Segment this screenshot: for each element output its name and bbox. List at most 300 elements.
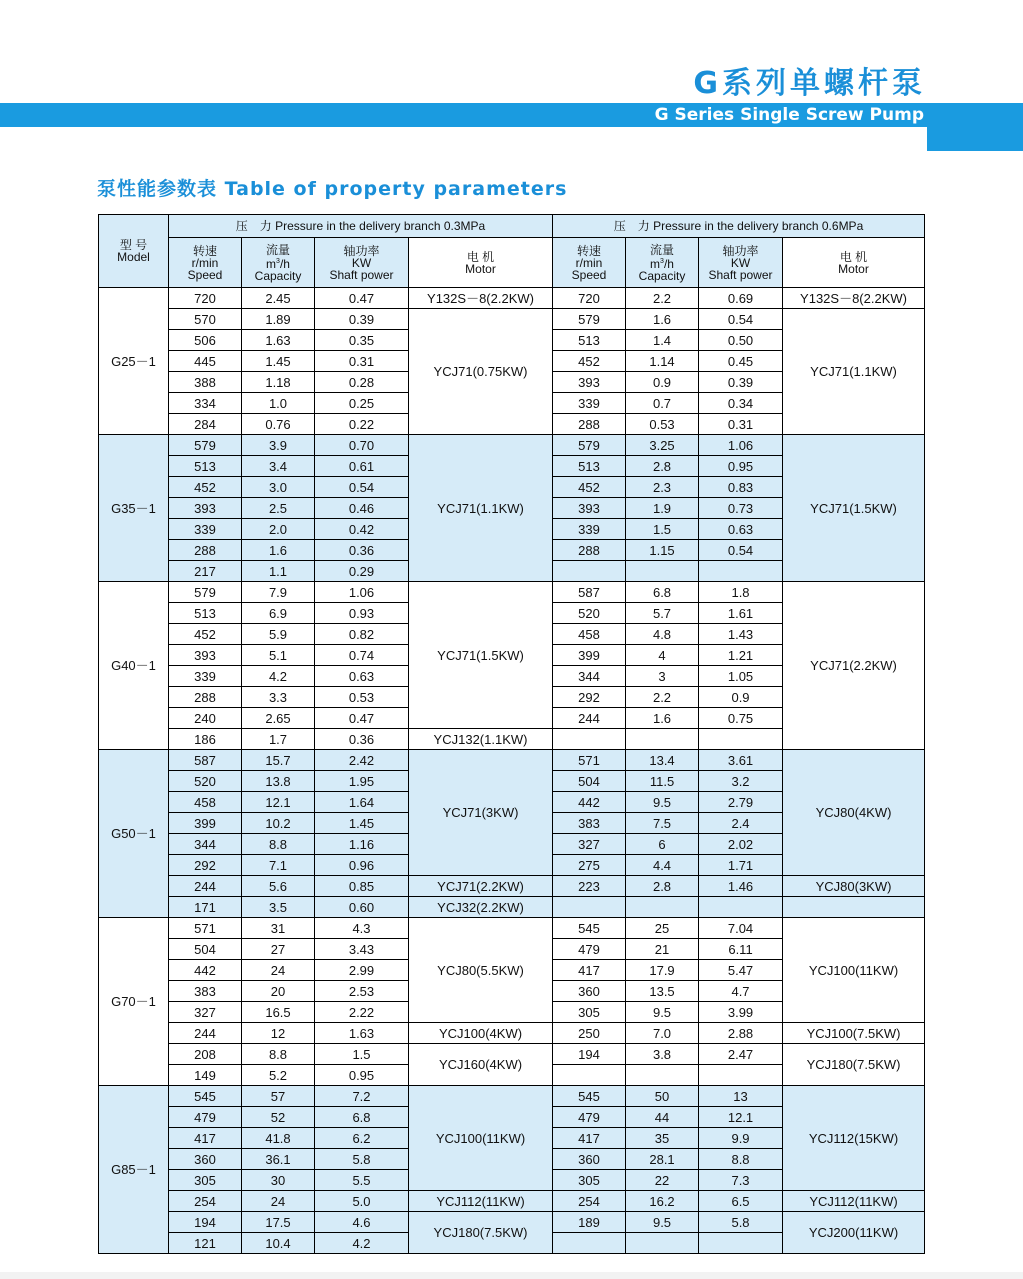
capacity-cell: 1.18 <box>242 372 315 393</box>
capacity-cell <box>626 1065 699 1086</box>
power-cell: 0.31 <box>699 414 783 435</box>
speed-cell: 571 <box>169 918 242 939</box>
motor-cell: YCJ160(4KW) <box>409 1044 553 1086</box>
power-cell: 0.29 <box>315 561 409 582</box>
capacity-cell: 20 <box>242 981 315 1002</box>
speed-cell: 504 <box>553 771 626 792</box>
capacity-cell: 13.5 <box>626 981 699 1002</box>
power-cell: 1.8 <box>699 582 783 603</box>
power-cell: 5.8 <box>315 1149 409 1170</box>
motor-cell: YCJ71(1.1KW) <box>783 309 925 435</box>
speed-cell: 244 <box>553 708 626 729</box>
speed-cell: 189 <box>553 1212 626 1233</box>
speed-cell: 344 <box>169 834 242 855</box>
table-row <box>99 876 925 897</box>
speed-cell: 288 <box>553 414 626 435</box>
capacity-cell: 2.3 <box>626 477 699 498</box>
capacity-cell: 17.9 <box>626 960 699 981</box>
speed-cell: 504 <box>169 939 242 960</box>
power-cell: 0.42 <box>315 519 409 540</box>
motor-cell: YCJ112(15KW) <box>783 1086 925 1191</box>
power-cell: 0.22 <box>315 414 409 435</box>
speed-cell: 393 <box>169 645 242 666</box>
power-cell: 0.39 <box>315 309 409 330</box>
property-parameters-table <box>98 214 925 1254</box>
capacity-cell: 16.2 <box>626 1191 699 1212</box>
capacity-cell: 9.5 <box>626 1212 699 1233</box>
speed-cell: 339 <box>553 519 626 540</box>
speed-cell: 452 <box>553 351 626 372</box>
power-cell: 5.47 <box>699 960 783 981</box>
capacity-cell: 31 <box>242 918 315 939</box>
power-cell: 0.85 <box>315 876 409 897</box>
capacity-cell: 17.5 <box>242 1212 315 1233</box>
speed-cell: 393 <box>553 498 626 519</box>
motor-cell: Y132S－8(2.2KW) <box>409 288 553 309</box>
capacity-cell: 0.76 <box>242 414 315 435</box>
speed-cell: 121 <box>169 1233 242 1254</box>
motor-cell: YCJ180(7.5KW) <box>783 1044 925 1086</box>
power-cell: 1.06 <box>315 582 409 603</box>
speed-cell: 149 <box>169 1065 242 1086</box>
speed-cell: 520 <box>169 771 242 792</box>
power-cell: 2.88 <box>699 1023 783 1044</box>
capacity-cell: 3.0 <box>242 477 315 498</box>
capacity-cell: 7.5 <box>626 813 699 834</box>
motor-cell: YCJ80(5.5KW) <box>409 918 553 1023</box>
power-cell: 0.31 <box>315 351 409 372</box>
model-cell: G40－1 <box>99 582 169 750</box>
speed-cell: 360 <box>553 1149 626 1170</box>
capacity-cell: 1.9 <box>626 498 699 519</box>
speed-cell: 208 <box>169 1044 242 1065</box>
capacity-cell: 1.6 <box>626 708 699 729</box>
speed-cell: 327 <box>553 834 626 855</box>
speed-cell: 223 <box>553 876 626 897</box>
table-row <box>99 582 925 603</box>
table-row <box>99 1086 925 1107</box>
power-cell: 0.50 <box>699 330 783 351</box>
speed-cell: 339 <box>553 393 626 414</box>
capacity-cell: 12 <box>242 1023 315 1044</box>
speed-cell: 445 <box>169 351 242 372</box>
capacity-cell: 0.53 <box>626 414 699 435</box>
speed-cell: 442 <box>169 960 242 981</box>
speed-cell: 305 <box>169 1170 242 1191</box>
speed-cell: 520 <box>553 603 626 624</box>
capacity-cell: 30 <box>242 1170 315 1191</box>
power-cell: 0.36 <box>315 540 409 561</box>
speed-cell: 244 <box>169 1023 242 1044</box>
bottom-edge <box>0 1272 1023 1279</box>
power-cell: 1.16 <box>315 834 409 855</box>
power-cell: 0.73 <box>699 498 783 519</box>
speed-cell: 186 <box>169 729 242 750</box>
speed-cell: 579 <box>169 435 242 456</box>
power-cell: 2.47 <box>699 1044 783 1065</box>
speed-cell: 339 <box>169 519 242 540</box>
capacity-cell: 24 <box>242 1191 315 1212</box>
power-cell <box>699 1233 783 1254</box>
speed-cell: 452 <box>169 624 242 645</box>
table-row <box>99 1023 925 1044</box>
table-row <box>99 435 925 456</box>
capacity-cell: 1.5 <box>626 519 699 540</box>
capacity-cell: 50 <box>626 1086 699 1107</box>
capacity-cell: 4 <box>626 645 699 666</box>
power-cell: 3.43 <box>315 939 409 960</box>
capacity-cell: 28.1 <box>626 1149 699 1170</box>
speed-cell: 305 <box>553 1170 626 1191</box>
power-cell: 4.2 <box>315 1233 409 1254</box>
capacity-cell: 10.4 <box>242 1233 315 1254</box>
power-cell: 0.25 <box>315 393 409 414</box>
power-cell: 7.3 <box>699 1170 783 1191</box>
motor-cell: YCJ100(7.5KW) <box>783 1023 925 1044</box>
capacity-cell: 8.8 <box>242 1044 315 1065</box>
capacity-cell: 1.0 <box>242 393 315 414</box>
power-cell: 4.7 <box>699 981 783 1002</box>
power-cell: 5.8 <box>699 1212 783 1233</box>
capacity-cell: 3.25 <box>626 435 699 456</box>
capacity-cell: 44 <box>626 1107 699 1128</box>
motor-cell: YCJ112(11KW) <box>783 1191 925 1212</box>
motor-cell: YCJ71(1.1KW) <box>409 435 553 582</box>
capacity-cell: 9.5 <box>626 792 699 813</box>
capacity-cell: 3.3 <box>242 687 315 708</box>
power-cell: 7.04 <box>699 918 783 939</box>
motor-cell <box>783 897 925 918</box>
capacity-cell: 1.7 <box>242 729 315 750</box>
power-cell: 0.46 <box>315 498 409 519</box>
table-row <box>99 1191 925 1212</box>
capacity-cell: 12.1 <box>242 792 315 813</box>
capacity-cell: 3.4 <box>242 456 315 477</box>
capacity-cell: 5.6 <box>242 876 315 897</box>
speed-cell: 399 <box>553 645 626 666</box>
speed-cell: 399 <box>169 813 242 834</box>
capacity-cell: 1.45 <box>242 351 315 372</box>
capacity-cell: 5.9 <box>242 624 315 645</box>
speed-cell: 254 <box>169 1191 242 1212</box>
power-cell: 1.45 <box>315 813 409 834</box>
speed-cell: 393 <box>169 498 242 519</box>
capacity-cell <box>626 561 699 582</box>
speed-cell: 479 <box>553 939 626 960</box>
motor-cell: Y132S－8(2.2KW) <box>783 288 925 309</box>
model-cell: G85－1 <box>99 1086 169 1254</box>
capacity-cell: 5.2 <box>242 1065 315 1086</box>
capacity-cell: 11.5 <box>626 771 699 792</box>
capacity-cell <box>626 1233 699 1254</box>
speed-cell: 458 <box>169 792 242 813</box>
power-cell: 0.45 <box>699 351 783 372</box>
capacity-cell: 2.8 <box>626 876 699 897</box>
capacity-cell: 3.9 <box>242 435 315 456</box>
speed-cell: 579 <box>169 582 242 603</box>
capacity-cell: 8.8 <box>242 834 315 855</box>
speed-cell <box>553 897 626 918</box>
capacity-cell: 52 <box>242 1107 315 1128</box>
power-cell: 7.2 <box>315 1086 409 1107</box>
capacity-cell: 41.8 <box>242 1128 315 1149</box>
capacity-cell: 4.8 <box>626 624 699 645</box>
power-cell: 0.53 <box>315 687 409 708</box>
motor-cell: YCJ200(11KW) <box>783 1212 925 1254</box>
model-cell: G25－1 <box>99 288 169 435</box>
power-cell: 0.69 <box>699 288 783 309</box>
power-cell: 1.5 <box>315 1044 409 1065</box>
speed-cell: 720 <box>169 288 242 309</box>
speed-cell: 288 <box>169 540 242 561</box>
motor-cell: YCJ100(11KW) <box>783 918 925 1023</box>
capacity-cell: 22 <box>626 1170 699 1191</box>
power-cell: 0.63 <box>699 519 783 540</box>
capacity-cell: 6.9 <box>242 603 315 624</box>
capacity-cell: 9.5 <box>626 1002 699 1023</box>
capacity-cell: 21 <box>626 939 699 960</box>
speed-cell: 417 <box>553 960 626 981</box>
speed-cell: 545 <box>553 918 626 939</box>
speed-cell: 417 <box>169 1128 242 1149</box>
speed-cell: 292 <box>553 687 626 708</box>
speed-cell: 513 <box>169 456 242 477</box>
power-cell: 0.96 <box>315 855 409 876</box>
speed-cell <box>553 561 626 582</box>
power-cell: 2.02 <box>699 834 783 855</box>
power-cell: 0.9 <box>699 687 783 708</box>
power-cell: 0.70 <box>315 435 409 456</box>
power-cell: 6.11 <box>699 939 783 960</box>
page-title-zh: G系列单螺杆泵 <box>693 66 926 101</box>
table-row <box>99 288 925 309</box>
speed-cell: 545 <box>553 1086 626 1107</box>
speed-cell: 513 <box>553 456 626 477</box>
power-cell: 6.2 <box>315 1128 409 1149</box>
model-label-en: Model <box>117 250 150 264</box>
capacity-cell: 1.6 <box>242 540 315 561</box>
speed-cell: 570 <box>169 309 242 330</box>
capacity-cell: 24 <box>242 960 315 981</box>
capacity-cell: 1.6 <box>626 309 699 330</box>
power-cell <box>699 729 783 750</box>
power-cell: 3.99 <box>699 1002 783 1023</box>
power-cell: 5.5 <box>315 1170 409 1191</box>
power-cell: 1.61 <box>699 603 783 624</box>
power-cell: 1.21 <box>699 645 783 666</box>
speed-cell: 393 <box>553 372 626 393</box>
capacity-cell: 6.8 <box>626 582 699 603</box>
speed-cell: 339 <box>169 666 242 687</box>
speed-cell: 171 <box>169 897 242 918</box>
power-cell: 0.83 <box>699 477 783 498</box>
speed-cell: 334 <box>169 393 242 414</box>
speed-cell: 571 <box>553 750 626 771</box>
power-cell: 3.2 <box>699 771 783 792</box>
capacity-cell <box>626 897 699 918</box>
power-cell: 6.5 <box>699 1191 783 1212</box>
power-cell: 2.42 <box>315 750 409 771</box>
speed-cell: 284 <box>169 414 242 435</box>
power-cell: 12.1 <box>699 1107 783 1128</box>
speed-cell: 720 <box>553 288 626 309</box>
capacity-cell: 13.4 <box>626 750 699 771</box>
capacity-cell: 3 <box>626 666 699 687</box>
motor-cell: YCJ71(1.5KW) <box>783 435 925 582</box>
capacity-cell: 7.1 <box>242 855 315 876</box>
speed-cell: 587 <box>553 582 626 603</box>
power-cell: 1.46 <box>699 876 783 897</box>
capacity-cell: 2.2 <box>626 288 699 309</box>
motor-cell: YCJ71(2.2KW) <box>783 582 925 750</box>
power-cell: 0.35 <box>315 330 409 351</box>
power-cell: 1.06 <box>699 435 783 456</box>
capacity-cell: 35 <box>626 1128 699 1149</box>
capacity-cell: 5.7 <box>626 603 699 624</box>
header-power-right: 轴功率 KW Shaft power <box>699 238 783 288</box>
capacity-cell: 13.8 <box>242 771 315 792</box>
capacity-cell: 2.5 <box>242 498 315 519</box>
power-cell <box>699 561 783 582</box>
speed-cell: 288 <box>169 687 242 708</box>
header-model <box>99 215 169 288</box>
motor-cell: YCJ71(1.5KW) <box>409 582 553 729</box>
capacity-cell: 2.45 <box>242 288 315 309</box>
power-cell: 3.61 <box>699 750 783 771</box>
power-cell: 0.75 <box>699 708 783 729</box>
table-row <box>99 1044 925 1065</box>
power-cell: 0.95 <box>699 456 783 477</box>
motor-cell: YCJ32(2.2KW) <box>409 897 553 918</box>
motor-cell: YCJ100(4KW) <box>409 1023 553 1044</box>
table-row <box>99 309 925 330</box>
header-motor-right: 电 机 Motor <box>783 238 925 288</box>
model-label-zh: 型 号 <box>119 238 148 252</box>
capacity-cell: 2.8 <box>626 456 699 477</box>
power-cell: 4.6 <box>315 1212 409 1233</box>
table-row <box>99 918 925 939</box>
power-cell: 13 <box>699 1086 783 1107</box>
capacity-cell: 10.2 <box>242 813 315 834</box>
speed-cell: 344 <box>553 666 626 687</box>
capacity-cell: 2.2 <box>626 687 699 708</box>
capacity-cell: 36.1 <box>242 1149 315 1170</box>
capacity-cell: 3.5 <box>242 897 315 918</box>
model-cell: G50－1 <box>99 750 169 918</box>
capacity-cell: 4.4 <box>626 855 699 876</box>
header-pressure-right: 压 力 Pressure in the delivery branch 0.6MPa <box>553 215 925 238</box>
power-cell: 2.53 <box>315 981 409 1002</box>
power-cell: 4.3 <box>315 918 409 939</box>
speed-cell: 240 <box>169 708 242 729</box>
speed-cell: 275 <box>553 855 626 876</box>
capacity-cell: 3.8 <box>626 1044 699 1065</box>
power-cell: 0.47 <box>315 708 409 729</box>
power-cell: 0.36 <box>315 729 409 750</box>
speed-cell: 288 <box>553 540 626 561</box>
speed-cell <box>553 1065 626 1086</box>
header-pressure-left: 压 力 Pressure in the delivery branch 0.3MPa <box>169 215 553 238</box>
power-cell: 2.99 <box>315 960 409 981</box>
speed-cell: 442 <box>553 792 626 813</box>
power-cell: 2.4 <box>699 813 783 834</box>
power-cell: 1.63 <box>315 1023 409 1044</box>
capacity-cell: 1.1 <box>242 561 315 582</box>
power-cell: 0.47 <box>315 288 409 309</box>
header-motor-left: 电 机 Motor <box>409 238 553 288</box>
capacity-cell: 1.4 <box>626 330 699 351</box>
motor-cell: YCJ180(7.5KW) <box>409 1212 553 1254</box>
title-band-end <box>927 103 1023 151</box>
speed-cell: 479 <box>169 1107 242 1128</box>
capacity-cell: 1.63 <box>242 330 315 351</box>
motor-cell: YCJ80(4KW) <box>783 750 925 876</box>
motor-cell: YCJ71(3KW) <box>409 750 553 876</box>
power-cell: 0.74 <box>315 645 409 666</box>
power-cell: 5.0 <box>315 1191 409 1212</box>
power-cell: 0.28 <box>315 372 409 393</box>
table-row <box>99 897 925 918</box>
capacity-cell <box>626 729 699 750</box>
model-cell: G70－1 <box>99 918 169 1086</box>
speed-cell: 250 <box>553 1023 626 1044</box>
motor-cell: YCJ80(3KW) <box>783 876 925 897</box>
speed-cell: 244 <box>169 876 242 897</box>
power-cell: 1.64 <box>315 792 409 813</box>
power-cell <box>699 1065 783 1086</box>
header-power-left: 轴功率 KW Shaft power <box>315 238 409 288</box>
capacity-cell: 1.89 <box>242 309 315 330</box>
power-cell: 1.95 <box>315 771 409 792</box>
capacity-cell: 0.7 <box>626 393 699 414</box>
speed-cell: 360 <box>553 981 626 1002</box>
power-cell: 1.05 <box>699 666 783 687</box>
speed-cell: 194 <box>169 1212 242 1233</box>
power-cell: 0.54 <box>699 309 783 330</box>
capacity-cell: 25 <box>626 918 699 939</box>
speed-cell: 254 <box>553 1191 626 1212</box>
header-capacity-right: 流量 $m^3/h$ Capacity <box>626 238 699 288</box>
speed-cell: 506 <box>169 330 242 351</box>
table-row <box>99 750 925 771</box>
power-cell: 2.79 <box>699 792 783 813</box>
header-speed-right: 转速 r/min Speed <box>553 238 626 288</box>
power-cell: 0.95 <box>315 1065 409 1086</box>
speed-cell: 217 <box>169 561 242 582</box>
speed-cell <box>553 729 626 750</box>
power-cell: 0.60 <box>315 897 409 918</box>
speed-cell: 479 <box>553 1107 626 1128</box>
power-cell: 0.61 <box>315 456 409 477</box>
capacity-cell: 7.0 <box>626 1023 699 1044</box>
power-cell: 0.54 <box>315 477 409 498</box>
speed-cell: 292 <box>169 855 242 876</box>
speed-cell: 579 <box>553 309 626 330</box>
power-cell: 6.8 <box>315 1107 409 1128</box>
speed-cell: 587 <box>169 750 242 771</box>
speed-cell: 305 <box>553 1002 626 1023</box>
speed-cell: 579 <box>553 435 626 456</box>
motor-cell: YCJ71(2.2KW) <box>409 876 553 897</box>
capacity-cell: 27 <box>242 939 315 960</box>
power-cell: 1.43 <box>699 624 783 645</box>
capacity-cell: 2.0 <box>242 519 315 540</box>
speed-cell: 452 <box>553 477 626 498</box>
power-cell: 9.9 <box>699 1128 783 1149</box>
power-cell: 0.54 <box>699 540 783 561</box>
speed-cell: 545 <box>169 1086 242 1107</box>
header-speed-left: 转速 r/min Speed <box>169 238 242 288</box>
